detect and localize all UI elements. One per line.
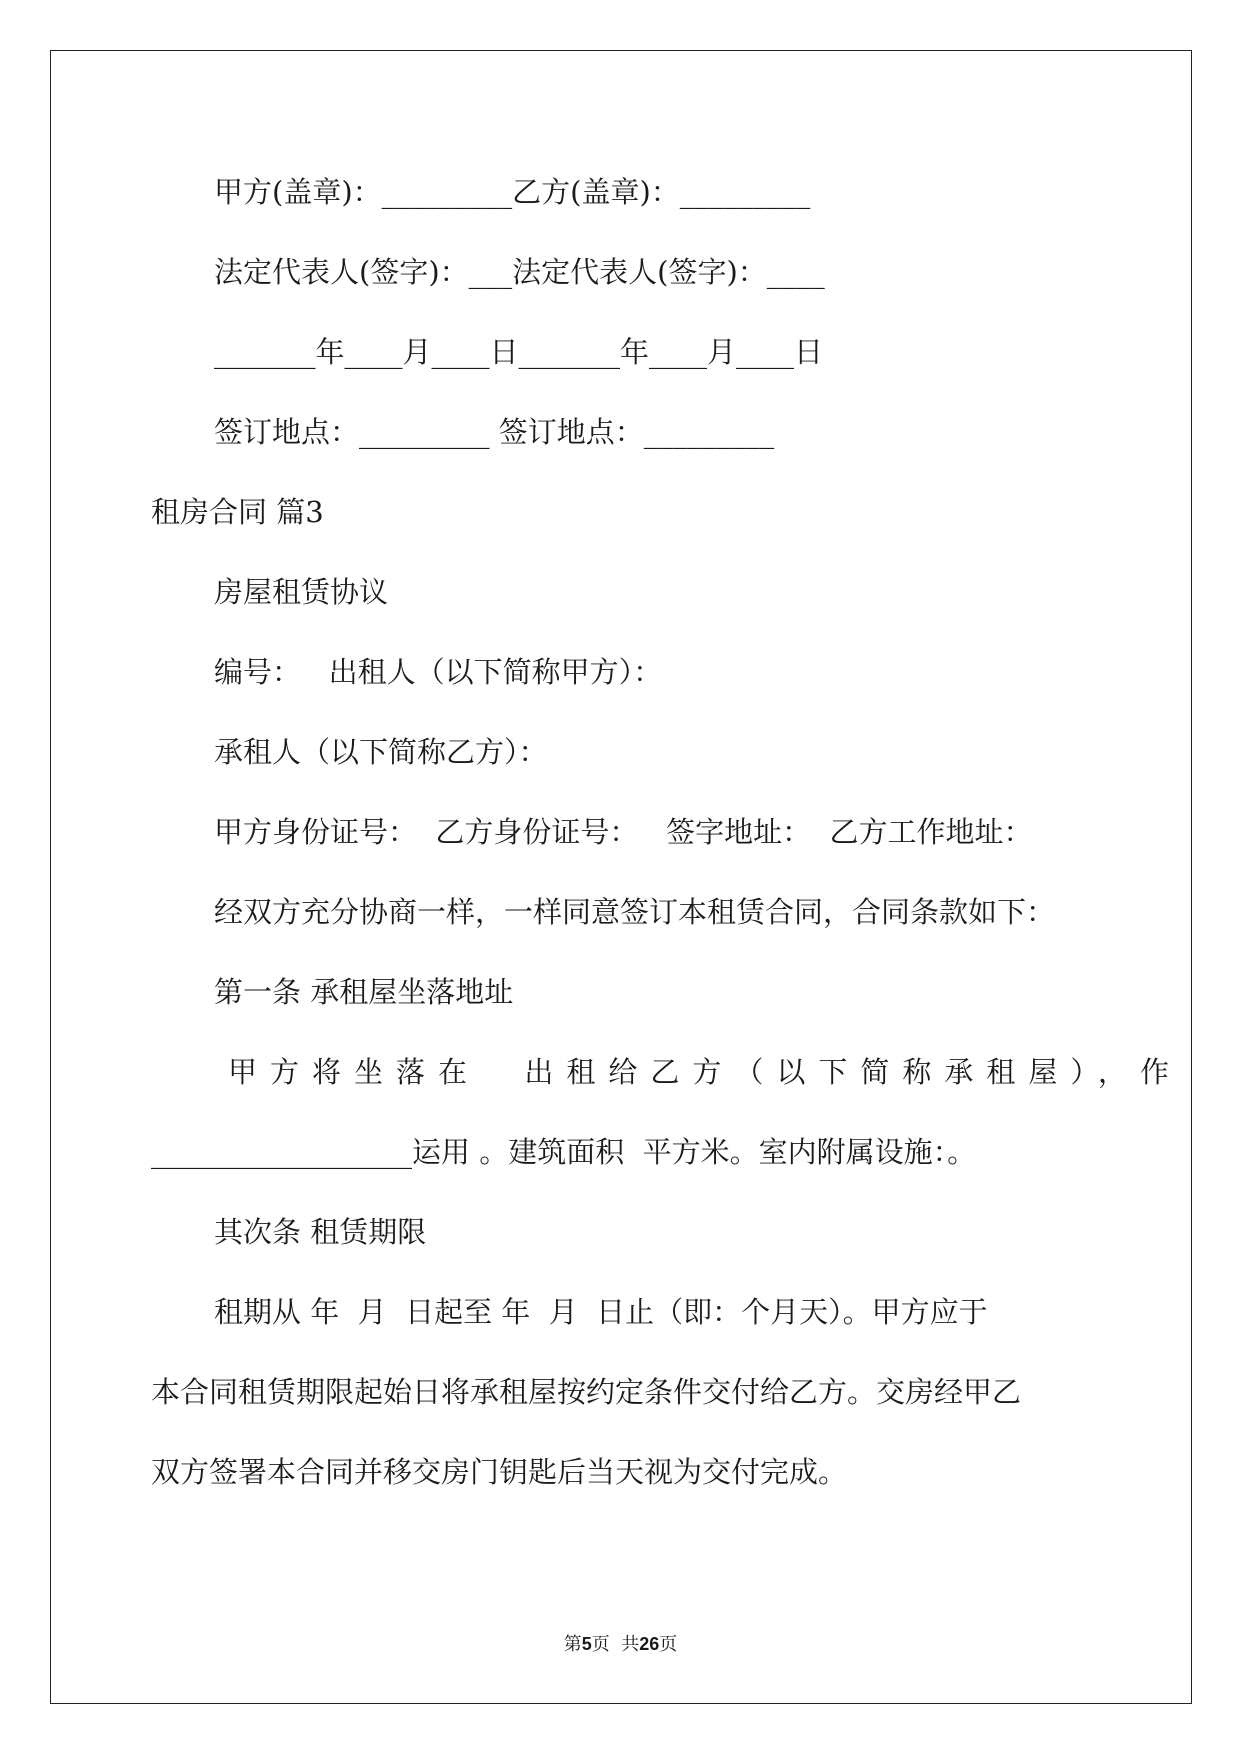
- article-1-text-cont: __________________运用 。建筑面积 平方米。室内附属设施：。: [151, 1135, 977, 1169]
- article-2-text: 租期从 年 月 日起至 年 月 日止（即：个月天）。甲方应于: [214, 1295, 988, 1329]
- page-footer: [0, 1630, 1241, 1656]
- paragraph-number-lessor: 编号： 出租人（以下简称甲方）：: [214, 655, 663, 689]
- footer-total-pages: 26: [639, 1634, 660, 1654]
- article-2-text-end: 双方签署本合同并移交房门钥匙后当天视为交付完成。: [151, 1455, 848, 1489]
- footer-suffix: 页: [659, 1634, 678, 1655]
- article-1-heading: 第一条 承租屋坐落地址: [214, 975, 514, 1009]
- agreement-title: 房屋租赁协议: [214, 575, 389, 609]
- article-2-text-cont: 本合同租赁期限起始日将承租屋按约定条件交付给乙方。交房经甲乙: [151, 1375, 1022, 1409]
- section-heading: 租房合同 篇3: [151, 495, 324, 529]
- signature-line-location: 签订地点：_________ 签订地点：_________: [214, 415, 775, 449]
- signature-line-date: _______年____月____日_______年____月____日: [214, 335, 824, 369]
- signature-line-seal: 甲方(盖章)：_________乙方(盖章)：_________: [214, 175, 811, 209]
- paragraph-id-address: 甲方身份证号： 乙方身份证号： 签字地址： 乙方工作地址：: [214, 815, 1033, 849]
- footer-page-number: 5: [581, 1634, 592, 1654]
- paragraph-agreement: 经双方充分协商一样，一样同意签订本租赁合同，合同条款如下：: [214, 895, 1056, 929]
- signature-line-representative: 法定代表人(签字)：___法定代表人(签字)：____: [214, 255, 825, 289]
- article-1-text: 甲方将坐落在 出租给乙方（以下简称承租屋），作: [228, 1055, 1182, 1089]
- article-2-heading: 其次条 租赁期限: [214, 1215, 427, 1249]
- footer-prefix: 第: [563, 1634, 582, 1655]
- paragraph-lessee: 承租人（以下简称乙方）：: [214, 735, 548, 769]
- footer-mid: 页 共: [591, 1634, 640, 1655]
